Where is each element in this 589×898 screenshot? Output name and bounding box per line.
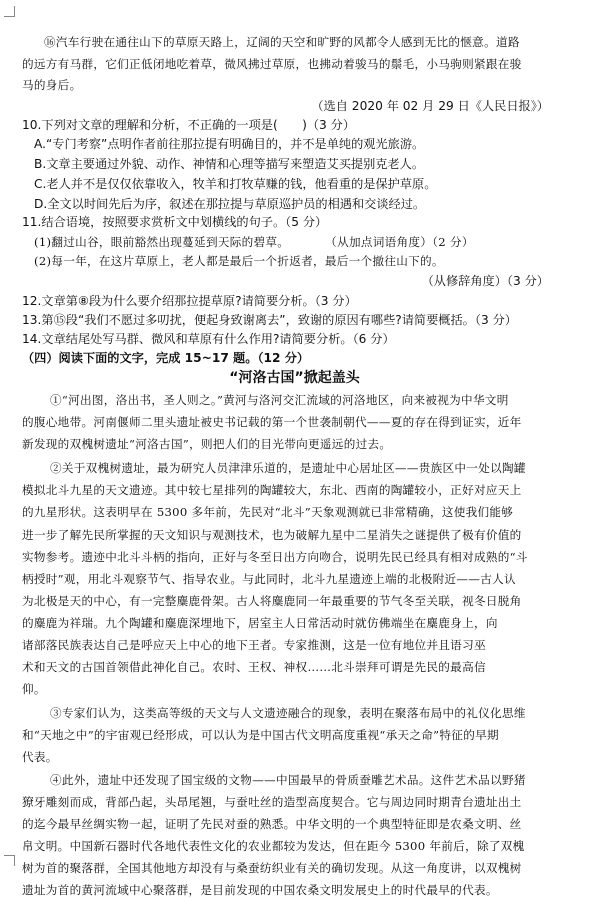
- article-paragraph-line: ③专家们认为，这类高等级的天文与人文遗迹融合的现象，表明在聚落布局中的礼仪化思维: [50, 706, 526, 720]
- article-paragraph-line: 树为首的聚落群，全国其他地方却没有与桑蚕纺织业有关的确切发现。从这一角度讲，以双槐树: [22, 861, 522, 875]
- article-paragraph-line: 遗址为首的黄河流域中心聚落群，是目前发现的中国农桑文明发展史上的时代最早的代表。: [22, 883, 498, 897]
- article-paragraph-line: 为北极是天的中心，有一完整麋鹿骨架。古人将麋鹿同一年最重要的节气冬至关联，视冬日脱角: [22, 594, 522, 608]
- option-a: A.“专门考察”点明作者前往那拉提有明确目的，并不是单纯的观光旅游。: [34, 137, 425, 151]
- paragraph-16-line: ⑯汽车行驶在通往山下的草原天路上，辽阔的天空和旷野的风都令人感到无比的惬意。道路: [44, 35, 520, 49]
- question-11-part-2: (2)每一年，在这片草原上，老人都是最后一个折返者，最后一个撤往山下的。: [34, 254, 444, 268]
- question-11-part-2-angle: （从修辞角度）（3 分）: [421, 274, 549, 288]
- article-paragraph-line: 和“天地之中”的宇宙观已经形成，可以认为是中国古代文明高度重视“承天之命”特征的早期: [22, 728, 499, 742]
- article-title: “河洛古国”掀起盖头: [229, 370, 360, 386]
- source-citation: （选自 2020 年 02 月 29 日《人民日报》）: [311, 99, 549, 113]
- paragraph-16-line: 的远方有马群，它们正低闭地吃着草，微风拂过草原，也拂动着骏马的鬃毛，小马驹则紧跟在骏: [22, 57, 522, 71]
- page-corner-mark: [4, 6, 15, 17]
- article-paragraph-line: 模拟北斗九星的天文遗迹。其中较七星排列的陶罐较大，东北、西南的陶罐较小，正好对应天上: [22, 483, 522, 497]
- article-paragraph-line: 实物参考。遗迹中北斗斗柄的指向，正好与冬至日出方向吻合，说明先民已经具有相对成熟的“斗: [22, 550, 528, 564]
- article-paragraph-line: 的麋鹿为祥瑞。九个陶罐和麋鹿深埋地下，居室主人日常活动时就仿佛端坐在麋鹿身上，向: [22, 616, 498, 630]
- article-paragraph-line: 帛文明。中国新石器时代各地代表性文化的农业都较为发达，但在距今 5300 年前后，除了双槐: [22, 839, 525, 853]
- question-11-part-1: (1)翻过山谷，眼前豁然出现蔓延到天际的碧草。 （从加点词语角度）（2 分）: [34, 235, 474, 249]
- article-paragraph-line: ①“河出图，洛出书，圣人则之。”黄河与洛河交汇流域的河洛地区，向来被视为中华文明: [50, 393, 509, 407]
- article-paragraph-line: 的迄今最早丝绸实物一起，证明了先民对蚕的熟悉。中华文明的一个典型特征即是农桑文明、丝: [22, 817, 522, 831]
- article-paragraph-line: ④此外，遗址中还发现了国宝级的文物——中国最早的骨质蚕雕艺术品。这件艺术品以野猪: [50, 773, 526, 787]
- article-paragraph-line: ②关于双槐树遗址，最为研究人员津津乐道的，是遗址中心居址区——贵族区中一处以陶罐: [50, 461, 526, 475]
- section-four-heading: （四）阅读下面的文字，完成 15~17 题。（12 分）: [22, 351, 310, 365]
- article-paragraph-line: 獠牙雕刻而成，背部凸起，头昂尾翘，与蚕吐丝的造型高度契合。它与周边同时期青台遗址出土: [22, 795, 522, 809]
- option-d: D.全文以时间先后为序，叙述在那拉提与草原巡护员的相遇和交谈经过。: [34, 197, 426, 211]
- article-paragraph-line: 的九星形状。这表明早在 5300 多年前，先民对“北斗”天象观测就已非常精确，这使我们能够: [22, 505, 514, 519]
- article-paragraph-line: 术和天文的古国首领借此神化自己。农时、王权、神权……北斗崇拜可谓是先民的最高信: [22, 660, 486, 674]
- article-paragraph-line: 进一步了解先民所掌握的天文知识与观测技术，也为破解九星中二星消失之谜提供了极有价值的: [22, 528, 522, 542]
- question-10: 10.下列对文章的理解和分析，不正确的一项是( )（3 分）: [22, 118, 356, 132]
- question-12: 12.文章第⑧段为什么要介绍那拉提草原?请简要分析。（3 分）: [22, 294, 357, 308]
- article-paragraph-line: 仰。: [22, 682, 46, 696]
- question-13: 13.第⑮段“我们不愿过多叨扰，便起身致谢离去”，致谢的原因有哪些?请简要概括。（3 分）: [22, 313, 517, 327]
- paragraph-16-line: 马的身后。: [22, 78, 82, 92]
- article-paragraph-line: 柄授时”观，用北斗观察节气、指导农业。与此同时，北斗九星遗迹上端的北极附近——古人认: [22, 572, 516, 586]
- option-b: B.文章主要通过外貌、动作、神情和心理等描写来塑造艾买提别克老人。: [34, 157, 425, 171]
- article-paragraph-line: 新发现的双槐树遗址“河洛古国”，则把人们的目光带向更遥远的过去。: [22, 437, 392, 451]
- question-11: 11.结合语境，按照要求赏析文中划横线的句子。（5 分）: [22, 215, 328, 229]
- page-corner-mark: [4, 855, 15, 866]
- article-paragraph-line: 的腹心地带。河南偃师二里头遗址被史书记载的第一个世袭制朝代——夏的存在得到证实，近年: [22, 415, 522, 429]
- article-paragraph-line: 诸部落民族表达自己是呼应天上中心的地下王者。专家推测，这是一位有地位并且语习巫: [22, 638, 486, 652]
- option-c: C.老人并不是仅仅依靠收入，牧羊和打牧草赚的钱，他看重的是保护草原。: [34, 177, 437, 191]
- question-14: 14.文章结尾处写马群、微风和草原有什么作用?请简要分析。（6 分）: [22, 332, 395, 346]
- article-paragraph-line: 代表。: [22, 750, 58, 764]
